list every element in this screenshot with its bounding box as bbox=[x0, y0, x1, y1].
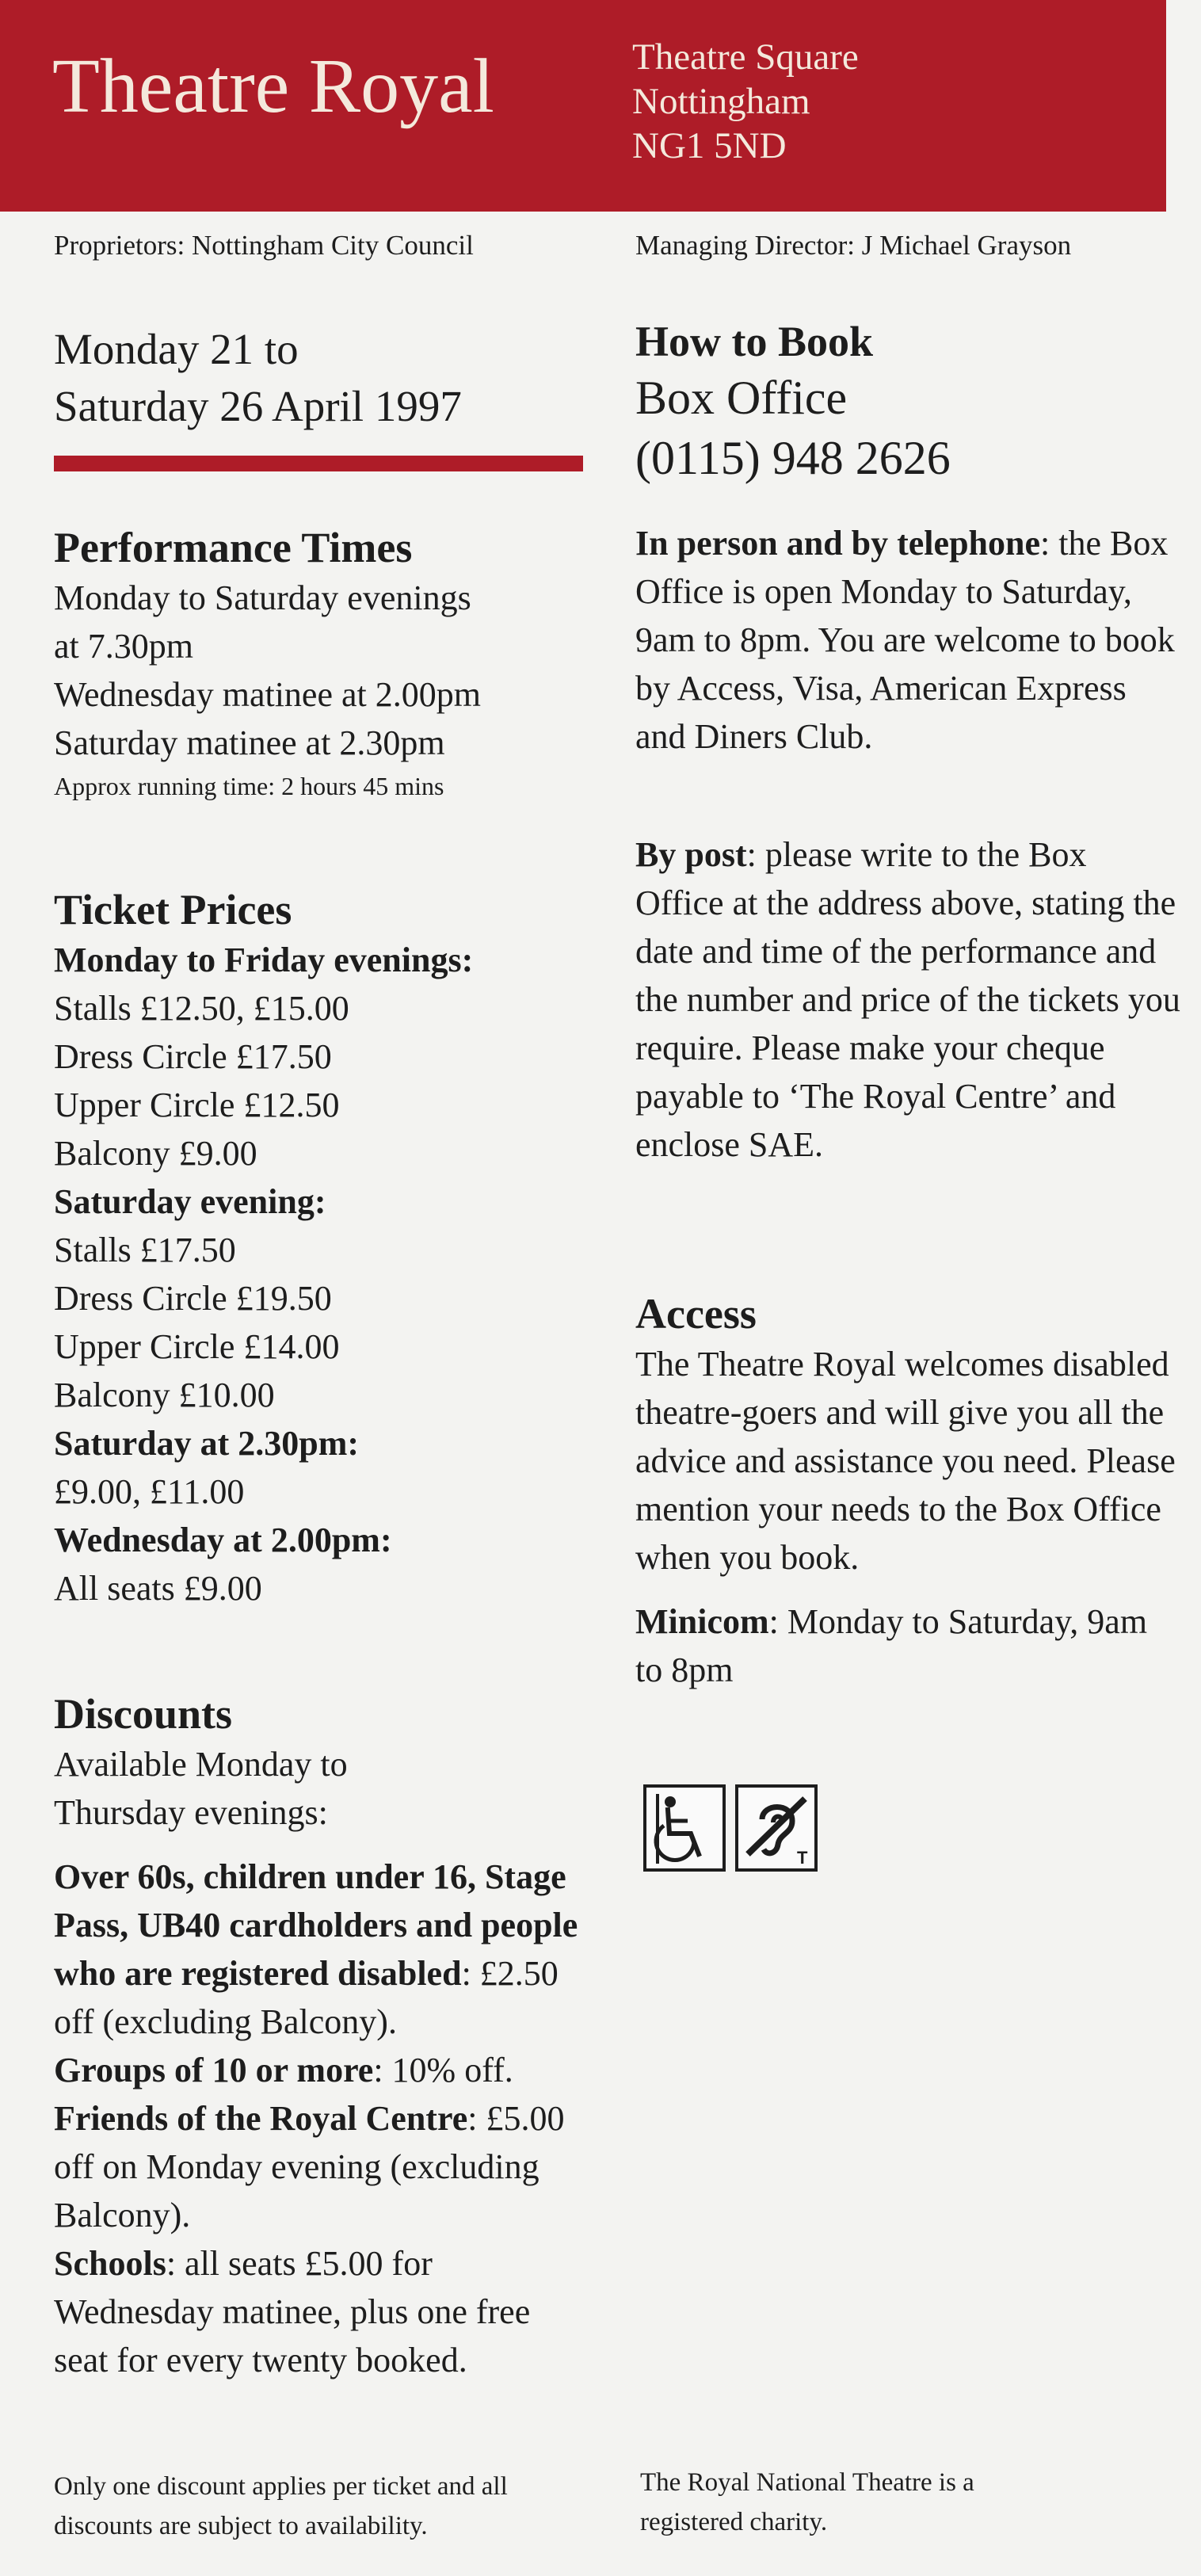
by-post-label: By post bbox=[635, 835, 747, 874]
in-person-booking bbox=[635, 519, 1182, 761]
discount-item-label: Friends of the Royal Centre bbox=[54, 2099, 468, 2138]
running-time: Approx running time: 2 hours 45 mins bbox=[54, 772, 444, 800]
performance-line: Saturday matinee at 2.30pm bbox=[54, 723, 445, 762]
price-item: Stalls £12.50, £15.00 bbox=[54, 989, 349, 1028]
discount-item-text: : 10% off. bbox=[373, 2051, 513, 2089]
ticket-prices-section bbox=[54, 883, 593, 1612]
discount-item-label: Groups of 10 or more bbox=[54, 2051, 374, 2089]
address-line: Theatre Square bbox=[632, 36, 859, 78]
header-band bbox=[0, 0, 1166, 212]
price-item: Dress Circle £17.50 bbox=[54, 1037, 332, 1076]
price-item: Stalls £17.50 bbox=[54, 1231, 236, 1269]
price-item: Dress Circle £19.50 bbox=[54, 1279, 332, 1318]
proprietors-credit: Proprietors: Nottingham City Council bbox=[54, 230, 474, 261]
discounts-intro-line: Available Monday to bbox=[54, 1745, 348, 1784]
discounts-heading: Discounts bbox=[54, 1690, 233, 1738]
how-to-book-heading: How to Book bbox=[635, 318, 874, 365]
performance-times-section bbox=[54, 521, 593, 805]
performance-times-heading: Performance Times bbox=[54, 524, 413, 571]
price-item: All seats £9.00 bbox=[54, 1569, 262, 1608]
minicom-text: : Monday to Saturday, 9am to 8pm bbox=[635, 1602, 1148, 1689]
minicom-label: Minicom bbox=[635, 1602, 769, 1641]
date-line: Saturday 26 April 1997 bbox=[54, 382, 462, 430]
discounts-section bbox=[54, 1688, 593, 2384]
discount-item bbox=[54, 1853, 593, 2046]
price-item: Upper Circle £12.50 bbox=[54, 1086, 340, 1124]
minicom-info bbox=[635, 1597, 1182, 1694]
price-item: Balcony £10.00 bbox=[54, 1376, 275, 1414]
discount-item-label: Over 60s, children under 16, Stage Pass, UB40 cardholders and people who are registered disabled bbox=[54, 1857, 578, 1993]
charity-note: The Royal National Theatre is a registered charity. bbox=[640, 2468, 974, 2536]
access-text: The Theatre Royal welcomes disabled theatre-goers and will give you all the advice and assistance you need. Please mention your needs to the Box Office when you book. bbox=[635, 1345, 1176, 1577]
box-office-phone: (0115) 948 2626 bbox=[635, 432, 951, 484]
discount-item bbox=[54, 2094, 593, 2239]
red-divider bbox=[54, 456, 583, 471]
discount-item bbox=[54, 2239, 593, 2384]
discount-item-text: : £5.00 off on Monday evening (excluding Balcony). bbox=[54, 2099, 565, 2234]
ticket-prices-heading: Ticket Prices bbox=[54, 886, 292, 933]
address-line: NG1 5ND bbox=[632, 125, 787, 166]
discounts-footnote: Only one discount applies per ticket and all discounts are subject to availability. bbox=[54, 2472, 508, 2540]
price-group-title: Saturday evening: bbox=[54, 1182, 326, 1221]
discount-item bbox=[54, 2046, 593, 2094]
performance-line: Wednesday matinee at 2.00pm bbox=[54, 675, 481, 714]
price-item: Upper Circle £14.00 bbox=[54, 1327, 340, 1366]
performance-line: Monday to Saturday evenings bbox=[54, 578, 471, 617]
run-dates bbox=[54, 321, 462, 435]
price-item: £9.00, £11.00 bbox=[54, 1472, 245, 1511]
price-group-title: Monday to Friday evenings: bbox=[54, 941, 474, 979]
venue-name: Theatre Royal bbox=[52, 44, 494, 129]
discount-item-label: Schools bbox=[54, 2244, 166, 2283]
how-to-book-section bbox=[635, 315, 1182, 488]
price-group-title: Wednesday at 2.00pm: bbox=[54, 1521, 392, 1559]
discount-item-text: : all seats £5.00 for Wednesday matinee, plus one free seat for every twenty booked. bbox=[54, 2244, 531, 2379]
price-item: Balcony £9.00 bbox=[54, 1134, 257, 1173]
managing-director-credit: Managing Director: J Michael Grayson bbox=[635, 230, 1072, 261]
in-person-label: In person and by telephone bbox=[635, 524, 1041, 563]
postal-booking bbox=[635, 830, 1182, 1169]
date-line: Monday 21 to bbox=[54, 325, 299, 373]
access-heading: Access bbox=[635, 1290, 757, 1338]
venue-address bbox=[632, 35, 859, 168]
hearing-loop-icon bbox=[735, 1784, 818, 1872]
address-line: Nottingham bbox=[632, 81, 810, 122]
box-office-label: Box Office bbox=[635, 372, 848, 424]
performance-line: at 7.30pm bbox=[54, 627, 193, 666]
price-group-title: Saturday at 2.30pm: bbox=[54, 1424, 360, 1463]
by-post-text: : please write to the Box Office at the address above, stating the date and time of the performance and the number and price of the tickets you require. Please make your cheque payable to ‘The Royal Centre’ and enclose SAE. bbox=[635, 835, 1180, 1164]
wheelchair-access-icon bbox=[643, 1784, 726, 1872]
discounts-intro-line: Thursday evenings: bbox=[54, 1793, 328, 1832]
access-icons bbox=[643, 1784, 818, 1872]
access-section bbox=[635, 1288, 1182, 1694]
svg-text:T: T bbox=[797, 1848, 808, 1868]
discount-item-text: : £2.50 off (excluding Balcony). bbox=[54, 1954, 559, 2041]
in-person-text: : the Box Office is open Monday to Saturday, 9am to 8pm. You are welcome to book by Access, Visa, American Express and Diners Club. bbox=[635, 524, 1175, 756]
